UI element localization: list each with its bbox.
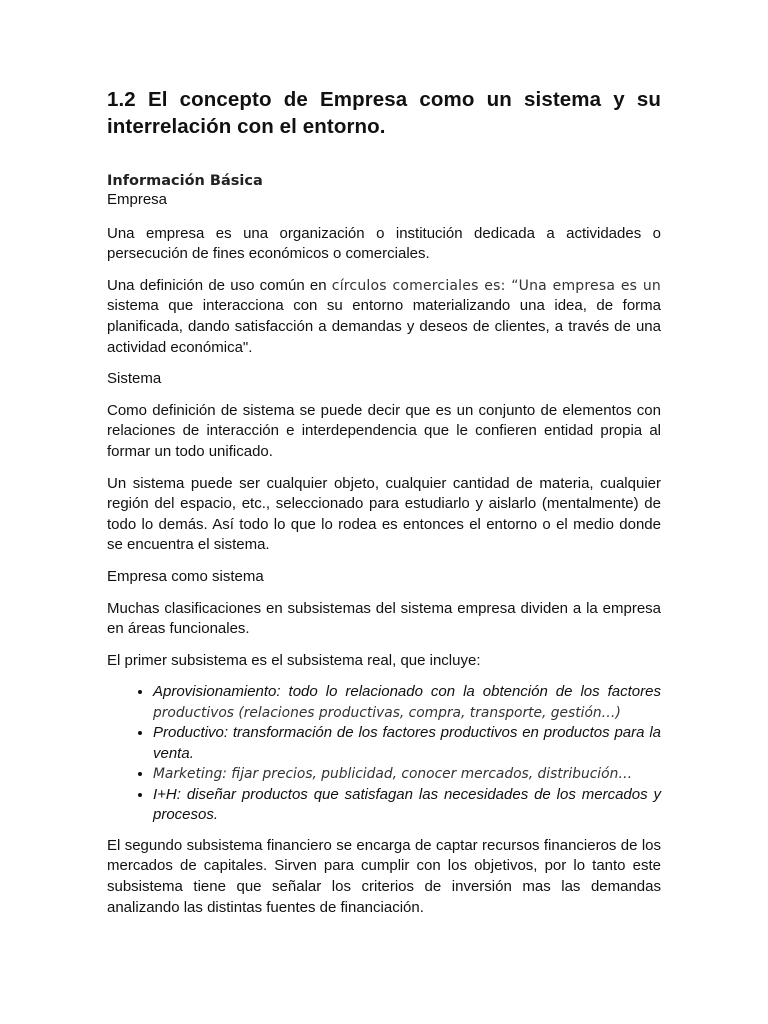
paragraph-common-definition (107, 276, 661, 358)
list-item (153, 682, 661, 723)
list-item-text-alt: productivos (relaciones productivas, compra, transporte, gestión…) (153, 704, 621, 721)
list-item-text: I+H: diseñar productos que satisfagan las necesidades de los mercados y procesos. (153, 785, 661, 824)
list-item-text: Productivo: transformación de los factores productivos en productos para la venta. (153, 724, 661, 762)
list-item-text-alt: Marketing: fijar precios, publicidad, conocer mercados, distribución… (153, 766, 633, 783)
list-item-text: Aprovisionamiento: todo lo relacionado con la obtención de los factores (153, 683, 661, 701)
sistema-label: Sistema (107, 370, 162, 388)
list-item (153, 723, 661, 764)
paragraph-common-definition-part-b: círculos comerciales es: “Una empresa es un (331, 277, 661, 294)
paragraph-primer-subsistema: El primer subsistema es el subsistema real, que incluye: (107, 651, 481, 669)
paragraph-empresa-definition: Una empresa es una organización o institución dedicada a actividades o persecución de fines económicos o comerciales. (107, 224, 661, 263)
paragraph-segundo-subsistema: El segundo subsistema financiero se encarga de captar recursos financieros de los mercados de capitales. Sirven para cumplir con los objetivos, por lo tanto este subsistema tiene que señalar los criterios de inversión mas las demandas analizando las distintas fuentes de financiación. (107, 836, 661, 916)
paragraph-common-definition-part-c: sistema que interacciona con su entorno materializando una idea, de forma planificada, dando satisfacción a demandas y deseos de clientes, a través de una actividad económica". (107, 297, 661, 356)
paragraph-common-definition-part-a: Una definición de uso común en (107, 276, 332, 294)
paragraph-sistema-definition: Como definición de sistema se puede decir que es un conjunto de elementos con relaciones de interacción e interdependencia que le confieren entidad propia al formar un todo unificado. (107, 401, 661, 460)
paragraph-clasificaciones: Muchas clasificaciones en subsistemas del sistema empresa dividen a la empresa en áreas funcionales. (107, 599, 661, 638)
info-heading: Información Básica (107, 173, 263, 189)
list-item (153, 785, 661, 826)
empresa-sistema-label: Empresa como sistema (107, 567, 264, 585)
paragraph-sistema-objeto: Un sistema puede ser cualquier objeto, cualquier cantidad de materia, cualquier región del espacio, etc., seleccionado para estudiarlo y aislarlo (mentalmente) de todo lo demás. Así todo lo que lo rodea es entonces el entorno o el medio donde se encuentra el sistema. (107, 474, 661, 554)
page-title: 1.2 El concepto de Empresa como un sistema y su interrelación con el entorno. (107, 88, 661, 138)
list-item (153, 764, 661, 785)
empresa-label: Empresa (107, 191, 168, 208)
subsistema-real-list (107, 682, 661, 826)
